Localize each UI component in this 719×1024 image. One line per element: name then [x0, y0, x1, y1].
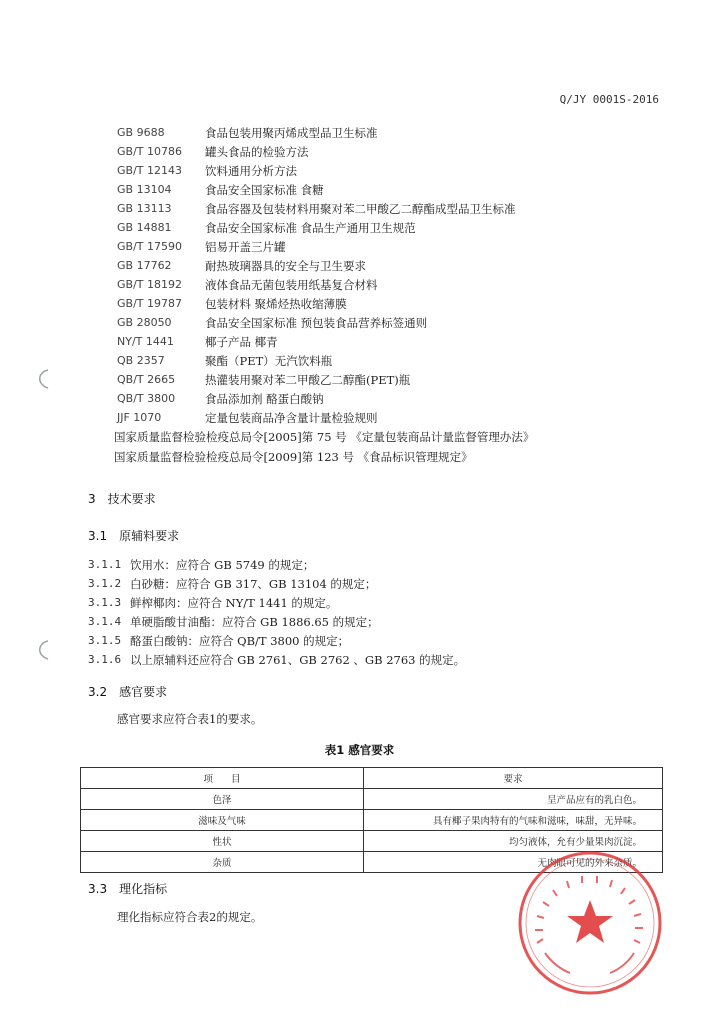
clause-text: 饮用水：应符合 GB 5749 的规定；: [130, 557, 315, 572]
reference-item: [117, 237, 677, 256]
regulation-item: 国家质量监督检验检疫总局令[2009]第 123 号 《食品标识管理规定》: [114, 450, 473, 464]
reference-code: QB/T 3800: [117, 392, 176, 405]
section-number: 3.3: [88, 882, 108, 896]
table-cell-item: 杂质: [81, 852, 364, 873]
reference-title: 食品安全国家标准 预包装食品营养标签通则: [205, 315, 428, 330]
clause-text: 白砂糖：应符合 GB 317、GB 13104 的规定；: [130, 576, 377, 591]
reference-title: 热灌装用聚对苯二甲酸乙二醇酯(PET)瓶: [205, 372, 411, 387]
reference-code: GB 13104: [117, 183, 172, 196]
clause-number: 3.1.2: [88, 577, 122, 590]
reference-code: GB 14881: [117, 221, 172, 234]
punch-hole-mark: [34, 368, 52, 390]
requirement-item: [88, 612, 688, 631]
raw-material-requirements: [88, 555, 688, 669]
section-number: 3.2: [88, 685, 108, 699]
reference-code: GB 28050: [117, 316, 172, 329]
star-icon: [567, 900, 613, 943]
table-row: [81, 810, 663, 831]
reference-code: QB/T 2665: [117, 373, 176, 386]
table-cell-item: 色泽: [81, 789, 364, 810]
normative-references: [114, 123, 677, 467]
table-cell-requirement: 无肉眼可见的外来杂质。: [364, 852, 663, 873]
section-number: 3: [88, 492, 96, 506]
requirement-item: [88, 555, 688, 574]
section-title: 感官要求: [119, 685, 168, 699]
reference-item: [117, 256, 677, 275]
section-heading-3-1: [88, 527, 179, 544]
reference-item: [117, 294, 677, 313]
reference-item: [117, 370, 677, 389]
section-title: 理化指标: [119, 882, 168, 896]
reference-title: 食品包装用聚丙烯成型品卫生标准: [205, 125, 378, 140]
reference-item: [117, 389, 677, 408]
reference-item: [117, 199, 677, 218]
sensory-intro: 感官要求应符合表1的要求。: [117, 712, 263, 726]
section-heading-3-3: [88, 880, 167, 897]
reference-title: 食品容器及包装材料用聚对苯二甲酸乙二醇酯成型品卫生标准: [205, 201, 516, 216]
reference-item: [117, 408, 677, 427]
reference-code: GB/T 10786: [117, 145, 182, 158]
reference-item: [117, 161, 677, 180]
clause-number: 3.1.3: [88, 596, 122, 609]
reference-title: 包装材料 聚烯烃热收缩薄膜: [205, 296, 347, 311]
reference-item: [117, 313, 677, 332]
column-header-requirement: 要求: [364, 768, 663, 789]
reference-title: 罐头食品的检验方法: [205, 144, 309, 159]
clause-text: 单硬脂酸甘油酯：应符合 GB 1886.65 的规定；: [130, 614, 379, 629]
company-seal: [515, 848, 665, 998]
reference-item: [117, 332, 677, 351]
table-caption: 表1 感官要求: [324, 743, 395, 757]
punch-hole-mark: [34, 639, 52, 661]
table-cell-requirement: 呈产品应有的乳白色。: [364, 789, 663, 810]
reference-title: 耐热玻璃器具的安全与卫生要求: [205, 258, 366, 273]
reference-title: 定量包装商品净含量计量检验规则: [205, 410, 378, 425]
reference-code: GB 17762: [117, 259, 172, 272]
reference-item: [117, 351, 677, 370]
section-heading-3: [88, 490, 156, 507]
column-header-item: 项 目: [81, 768, 364, 789]
reference-title: 饮料通用分析方法: [205, 163, 297, 178]
reference-item: [117, 218, 677, 237]
table-header-row: [81, 768, 663, 789]
clause-text: 酪蛋白酸钠：应符合 QB/T 3800 的规定；: [130, 633, 350, 648]
clause-number: 3.1.5: [88, 634, 122, 647]
table-cell-item: 滋味及气味: [81, 810, 364, 831]
reference-code: GB/T 12143: [117, 164, 182, 177]
reference-item: [117, 275, 677, 294]
reference-code: JJF 1070: [117, 411, 162, 424]
clause-text: 以上原辅料还应符合 GB 2761、GB 2762 、GB 2763 的规定。: [130, 652, 466, 667]
reference-code: GB/T 18192: [117, 278, 182, 291]
table-cell-requirement: 均匀液体，允有少量果肉沉淀。: [364, 831, 663, 852]
clause-number: 3.1.4: [88, 615, 122, 628]
clause-text: 鲜榨椰肉：应符合 NY/T 1441 的规定。: [130, 595, 338, 610]
reference-title: 椰子产品 椰青: [205, 334, 278, 349]
reference-item: [117, 142, 677, 161]
section-title: 技术要求: [107, 492, 156, 506]
requirement-item: [88, 574, 688, 593]
requirement-item: [88, 650, 688, 669]
reference-item: [117, 180, 677, 199]
reference-code: GB/T 19787: [117, 297, 182, 310]
section-title: 原辅料要求: [119, 529, 180, 543]
table-row: [81, 789, 663, 810]
table-cell-requirement: 具有椰子果肉特有的气味和滋味，味甜，无异味。: [364, 810, 663, 831]
clause-number: 3.1.1: [88, 558, 122, 571]
reference-code: QB 2357: [117, 354, 165, 367]
regulation-item: 国家质量监督检验检疫总局令[2005]第 75 号 《定量包装商品计量监督管理办法》: [114, 430, 535, 444]
table-cell-item: 性状: [81, 831, 364, 852]
reference-title: 食品安全国家标准 食品生产通用卫生规范: [205, 220, 416, 235]
physchem-intro: 理化指标应符合表2的规定。: [117, 910, 263, 924]
reference-title: 液体食品无菌包装用纸基复合材料: [205, 277, 378, 292]
requirement-item: [88, 631, 688, 650]
requirement-item: [88, 593, 688, 612]
reference-title: 食品安全国家标准 食糖: [205, 182, 324, 197]
standard-code: Q/JY 0001S-2016: [559, 93, 659, 106]
reference-code: GB/T 17590: [117, 240, 182, 253]
reference-code: GB 13113: [117, 202, 172, 215]
reference-title: 铝易开盖三片罐: [205, 239, 286, 254]
reference-title: 聚酯（PET）无汽饮料瓶: [205, 353, 333, 368]
section-heading-3-2: [88, 683, 167, 700]
reference-title: 食品添加剂 酪蛋白酸钠: [205, 391, 324, 406]
reference-code: NY/T 1441: [117, 335, 174, 348]
clause-number: 3.1.6: [88, 653, 122, 666]
reference-item: [117, 123, 677, 142]
reference-code: GB 9688: [117, 126, 165, 139]
section-number: 3.1: [88, 529, 108, 543]
